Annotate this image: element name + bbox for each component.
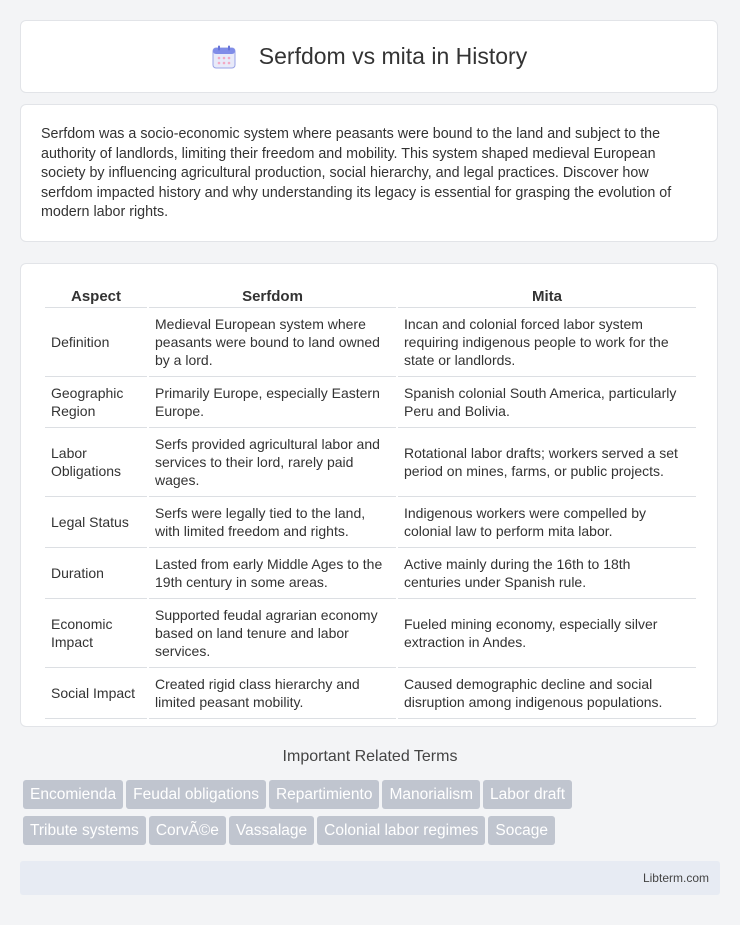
intro-card [20, 104, 718, 242]
row-aspect: Definition [45, 308, 147, 377]
row-serfdom: Lasted from early Middle Ages to the 19th century in some areas. [149, 548, 396, 599]
row-mita: Active mainly during the 16th to 18th centuries under Spanish rule. [398, 548, 696, 599]
table-row [45, 428, 696, 497]
table-header-row [45, 284, 696, 308]
comparison-card [20, 263, 718, 727]
table-row [45, 548, 696, 599]
footer-site-link[interactable]: Libterm.com [642, 871, 709, 885]
footer [20, 861, 720, 895]
row-aspect: Duration [45, 548, 147, 599]
tag-repartimiento[interactable]: Repartimiento [269, 780, 380, 809]
row-aspect: Geographic Region [45, 377, 147, 428]
page-title [211, 43, 527, 70]
row-serfdom: Created rigid class hierarchy and limited peasant mobility. [149, 668, 396, 719]
comparison-table [43, 284, 698, 719]
row-serfdom: Primarily Europe, especially Eastern Europe. [149, 377, 396, 428]
tag-manorialism[interactable]: Manorialism [382, 780, 480, 809]
calendar-icon [211, 44, 237, 70]
intro-text: Serfdom was a socio-economic system where peasants were bound to the land and subject to the authority of landlords, limiting their freedom and mobility. This system shaped medieval European society by influencing agricultural production, social hierarchy, and legal practices. Discover how serfdom impacted history and why understanding its legacy is essential for grasping the evolution of modern labor rights. [41, 126, 672, 220]
table-row [45, 497, 696, 548]
row-aspect: Labor Obligations [45, 428, 147, 497]
row-aspect: Economic Impact [45, 599, 147, 668]
row-mita: Caused demographic decline and social disruption among indigenous populations. [398, 668, 696, 719]
tag-labor-draft[interactable]: Labor draft [483, 780, 572, 809]
tag-feudal-obligations[interactable]: Feudal obligations [126, 780, 266, 809]
row-mita: Rotational labor drafts; workers served a set period on mines, farms, or public projects. [398, 428, 696, 497]
row-mita: Spanish colonial South America, particularly Peru and Bolivia. [398, 377, 696, 428]
row-mita: Fueled mining economy, especially silver extraction in Andes. [398, 599, 696, 668]
header-serfdom: Serfdom [149, 284, 396, 308]
row-mita: Indigenous workers were compelled by colonial law to perform mita labor. [398, 497, 696, 548]
table-row [45, 377, 696, 428]
row-serfdom: Supported feudal agrarian economy based on land tenure and labor services. [149, 599, 396, 668]
header-mita: Mita [398, 284, 696, 308]
row-serfdom: Serfs were legally tied to the land, with limited freedom and rights. [149, 497, 396, 548]
title-card [20, 20, 718, 93]
table-row [45, 599, 696, 668]
tag-encomienda[interactable]: Encomienda [23, 780, 123, 809]
table-row [45, 668, 696, 719]
row-mita: Incan and colonial forced labor system requiring indigenous people to work for the state or landlords. [398, 308, 696, 377]
tag-tribute-systems[interactable]: Tribute systems [23, 816, 146, 845]
related-terms-title: Important Related Terms [282, 748, 458, 765]
row-serfdom: Medieval European system where peasants were bound to land owned by a lord. [149, 308, 396, 377]
related-terms-list [23, 780, 723, 852]
tag-vassalage[interactable]: Vassalage [229, 816, 314, 845]
header-aspect: Aspect [45, 284, 147, 308]
table-row [45, 308, 696, 377]
page-title-text: Serfdom vs mita in History [258, 43, 528, 69]
tag-socage[interactable]: Socage [488, 816, 555, 845]
tag-colonial-labor-regimes[interactable]: Colonial labor regimes [317, 816, 485, 845]
tag-corvee[interactable]: CorvÃ©e [149, 816, 226, 845]
row-serfdom: Serfs provided agricultural labor and services to their lord, rarely paid wages. [149, 428, 396, 497]
row-aspect: Legal Status [45, 497, 147, 548]
row-aspect: Social Impact [45, 668, 147, 719]
